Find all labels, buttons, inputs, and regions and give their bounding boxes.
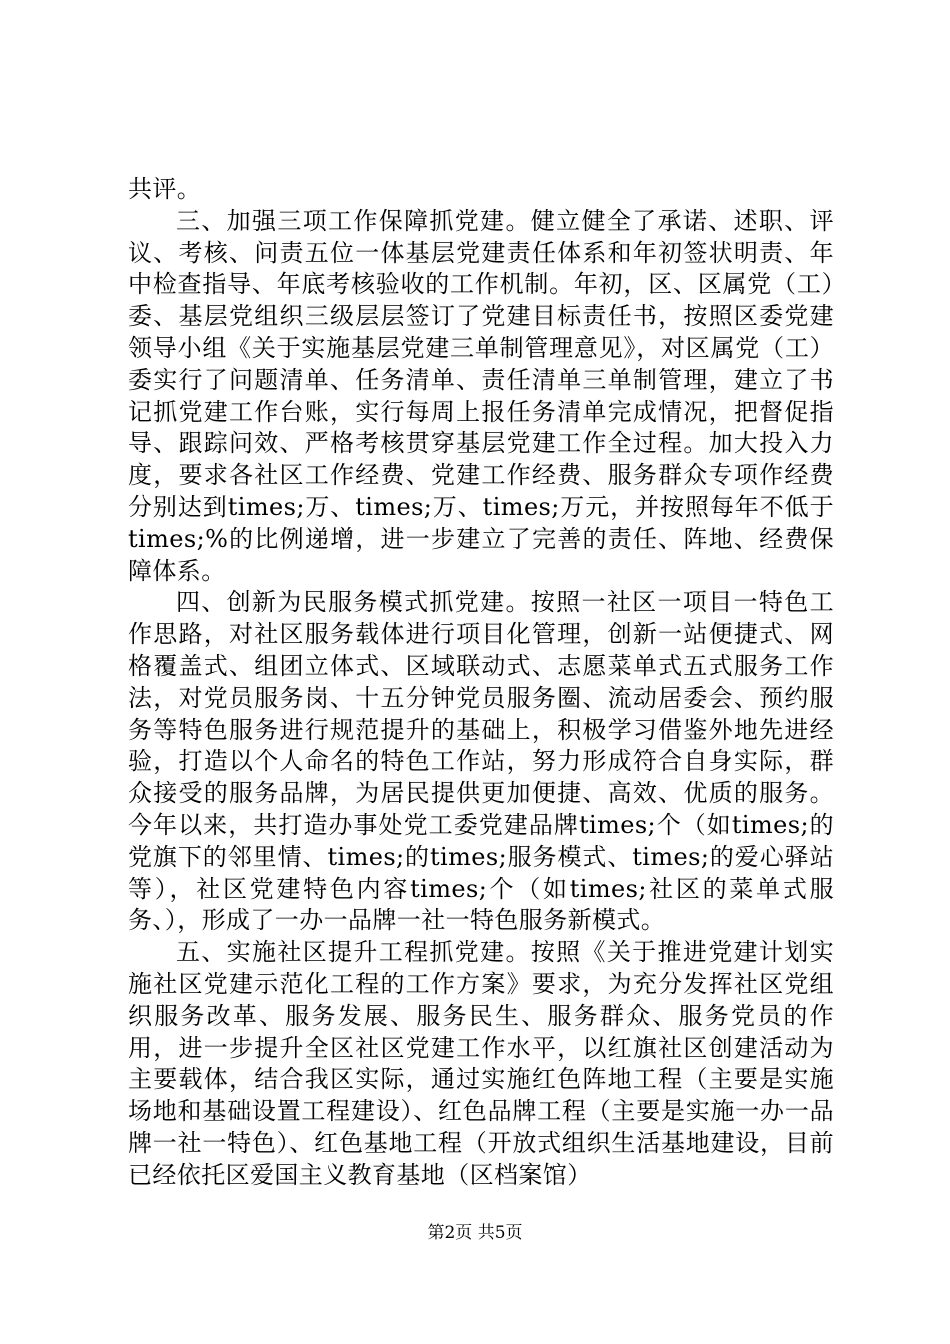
paragraph-section-three: 三、加强三项工作保障抓党建。健立健全了承诺、述职、评议、考核、问责五位一体基层党建责任体系和年初签状明责、年中检查指导、年底考核验收的工作机制。年初，区、区属党（工）委、基层党组织三级层层签订了党建目标责任书，按照区委党建领导小组《关于实施基层党建三单制管理意见》，对区属党（工）委实行了问题清单、任务清单、责任清单三单制管理，建立了书记抓党建工作台账，实行每周上报任务清单完成情况，把督促指导、跟踪问效、严格考核贯穿基层党建工作全过程。加大投入力度，要求各社区工作经费、党建工作经费、服务群众专项作经费分别达到times;万、times;万、times;万元，并按照每年不低于times;%的比例递增，进一步建立了完善的责任、阵地、经费保障体系。: [128, 206, 834, 585]
paragraph-section-four: 四、创新为民服务模式抓党建。按照一社区一项目一特色工作思路，对社区服务载体进行项目化管理，创新一站便捷式、网格覆盖式、组团立体式、区域联动式、志愿菜单式五式服务工作法，对党员服务岗、十五分钟党员服务圈、流动居委会、预约服务等特色服务进行规范提升的基础上，积极学习借鉴外地先进经验，打造以个人命名的特色工作站，努力形成符合自身实际，群众接受的服务品牌，为居民提供更加便捷、高效、优质的服务。今年以来，共打造办事处党工委党建品牌times;个（如times;的党旗下的邻里情、times;的times;服务模式、times;的爱心驿站等），社区党建特色内容times;个（如times;社区的菜单式服务、），形成了一办一品牌一社一特色服务新模式。: [128, 588, 834, 935]
paragraph-continuation: 共评。: [128, 175, 202, 203]
document-body: [128, 174, 834, 1192]
page-number-footer: 第2页 共5页: [427, 1223, 523, 1243]
paragraph-section-five: 五、实施社区提升工程抓党建。按照《关于推进党建计划实施社区党建示范化工程的工作方案》要求，为充分发挥社区党组织服务改革、服务发展、服务民生、服务群众、服务党员的作用，进一步提升全区社区党建工作水平，以红旗社区创建活动为主要载体，结合我区实际，通过实施红色阵地工程（主要是实施场地和基础设置工程建设）、红色品牌工程（主要是实施一办一品牌一社一特色）、红色基地工程（开放式组织生活基地建设，目前已经依托区爱国主义教育基地（区档案馆）: [128, 938, 834, 1189]
